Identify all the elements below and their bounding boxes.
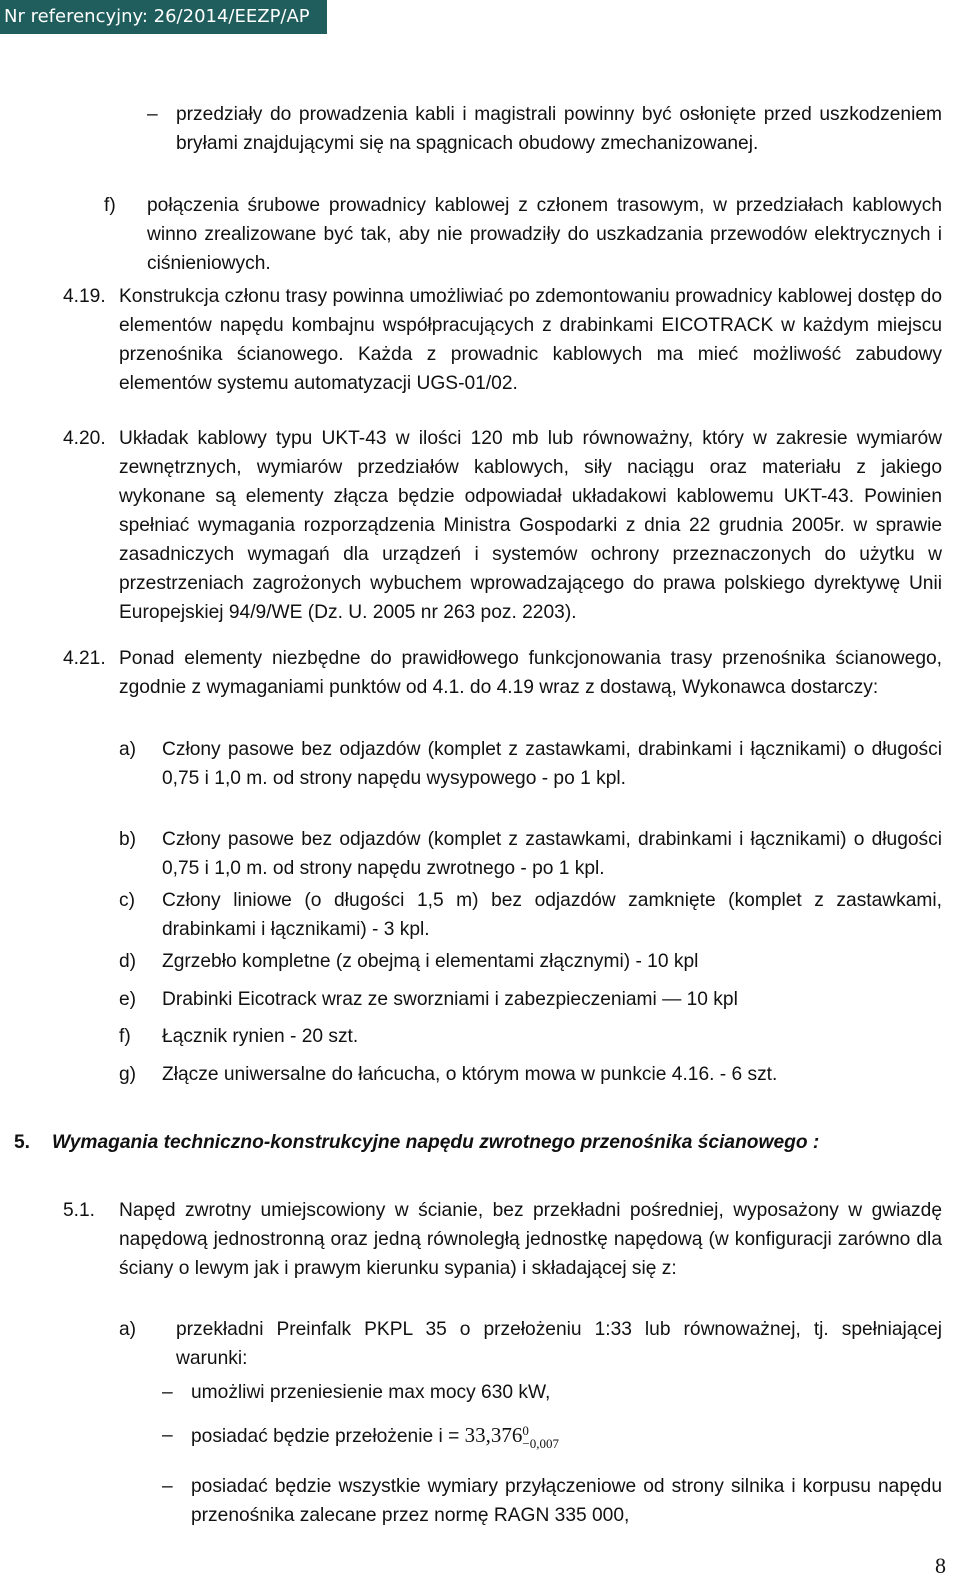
ratio-label: posiadać będzie przełożenie i = <box>191 1426 460 1447</box>
section-number-5: 5. <box>14 1132 31 1153</box>
section-5-1-text: Napęd zwrotny umiejscowiony w ścianie, bez przekładni pośredniej, wyposażony w gwiazdę napędową jednostronną oraz jedną równoległą jednostkę napędową (w konfiguracji zarówno dla ściany o lewym jak i prawym kierunku sypania) i składającej się z: <box>119 1200 942 1279</box>
document-header: Nr referencyjny: 26/2014/EEZP/AP <box>0 0 327 34</box>
section-4-20-text: Układak kablowy typu UKT-43 w ilości 120 mb lub równoważny, który w zakresie wymiarów zewnętrznych, wymiarów przedziałów kablowych, siły naciągu oraz materiału z jakiego wykonane są elementy złącza będzie odpowiadał układakowi kablowemu UKT-43. Powinien spełniać wymagania rozporządzenia Ministra Gospodarki z dnia 22 grudnia 2005r. w sprawie zasadniczych wymagań dla urządzeń i systemów ochrony przeznaczonych do użytku w przestrzeniach zagrożonych wybuchem wprowadzającego do prawa polskiego dyrektywę Unii Europejskiej 94/9/WE (Dz. U. 2005 nr 263 poz. 2203). <box>119 428 942 623</box>
section-number-4-21: 4.21. <box>63 648 106 669</box>
ratio-lower-tolerance: −0,007 <box>522 1436 559 1452</box>
list-item-label: g) <box>119 1064 137 1085</box>
list-item-text: Człony pasowe bez odjazdów (komplet z zastawkami, drabinkami i łącznikami) o długości 0,75 i 1,0 m. od strony napędu wysypowego - po 1 kpl. <box>162 739 942 789</box>
bullet-dash: – <box>147 104 158 125</box>
bullet-text: umożliwi przeniesienie max mocy 630 kW, <box>191 1382 551 1403</box>
list-item-text: Człony liniowe (o długości 1,5 m) bez odjazdów zamknięte (komplet z zastawkami, drabinkami i łącznikami) - 3 kpl. <box>162 890 942 940</box>
list-item-label: a) <box>119 739 137 760</box>
list-item-label: e) <box>119 989 137 1010</box>
gearbox-requirement-text: przekładni Preinfalk PKPL 35 o przełożeniu 1:33 lub równoważnej, tj. spełniającej warunki: <box>176 1319 942 1369</box>
list-item-label: c) <box>119 890 135 911</box>
ratio-formula <box>464 1423 559 1452</box>
ratio-upper-tolerance: 0 <box>522 1423 529 1439</box>
list-item-text: Zgrzebło kompletne (z obejmą i elementami złącznymi) - 10 kpl <box>162 951 699 972</box>
list-item-text: Łącznik rynien - 20 szt. <box>162 1026 359 1047</box>
item-label-f: f) <box>104 195 116 216</box>
section-number-4-20: 4.20. <box>63 428 106 449</box>
section-number-5-1: 5.1. <box>63 1200 96 1221</box>
bullet-dash: – <box>162 1425 173 1446</box>
paragraph-bolted-joints: połączenia śrubowe prowadnicy kablowej z członem trasowym, w przedziałach kablowych winno zrealizowane być tak, aby nie prowadziły do uszkadzania przewodów elektrycznych i ciśnieniowych. <box>147 195 942 274</box>
list-item-label: b) <box>119 829 137 850</box>
section-number-4-19: 4.19. <box>63 286 106 307</box>
section-4-21-text: Ponad elementy niezbędne do prawidłowego funkcjonowania trasy przenośnika ścianowego, zgodnie z wymaganiami punktów od 4.1. do 4.19 wraz z dostawą, Wykonawca dostarczy: <box>119 648 942 698</box>
bullet-text: posiadać będzie wszystkie wymiary przyłączeniowe od strony silnika i korpusu napędu przenośnika zalecane przez normę RAGN 335 000, <box>191 1476 942 1526</box>
bullet-dash: – <box>162 1476 173 1497</box>
list-item-text: Człony pasowe bez odjazdów (komplet z zastawkami, drabinkami i łącznikami) o długości 0,75 i 1,0 m. od strony napędu zwrotnego - po 1 kpl. <box>162 829 942 879</box>
paragraph-cable-compartments: przedziały do prowadzenia kabli i magistrali powinny być osłonięte przed uszkodzeniem bryłami znajdującymi się na spągnicach obudowy zmechanizowanej. <box>176 104 942 154</box>
list-item-label: f) <box>119 1026 131 1047</box>
ratio-base: 33,376 <box>464 1423 523 1447</box>
bullet-dash: – <box>162 1382 173 1403</box>
section-5-title-text: Wymagania techniczno-konstrukcyjne napędu zwrotnego przenośnika ścianowego : <box>52 1132 820 1153</box>
list-item-label: d) <box>119 951 137 972</box>
list-item-label: a) <box>119 1319 137 1340</box>
bullet-text-ratio <box>191 1421 942 1451</box>
page-number: 8 <box>935 1553 946 1578</box>
section-5-title <box>52 1128 942 1157</box>
section-4-19-text: Konstrukcja członu trasy powinna umożliwiać po zdemontowaniu prowadnicy kablowej dostęp do elementów napędu kombajnu współpracujących z drabinkami EICOTRACK w każdym miejscu przenośnika ścianowego. Każda z prowadnic kablowych ma mieć możliwość zabudowy elementów systemu automatyzacji UGS-01/02. <box>119 286 942 394</box>
list-item-text: Drabinki Eicotrack wraz ze sworzniami i zabezpieczeniami — 10 kpl <box>162 989 738 1010</box>
list-item-text: Złącze uniwersalne do łańcucha, o którym mowa w punkcie 4.16. - 6 szt. <box>162 1064 778 1085</box>
